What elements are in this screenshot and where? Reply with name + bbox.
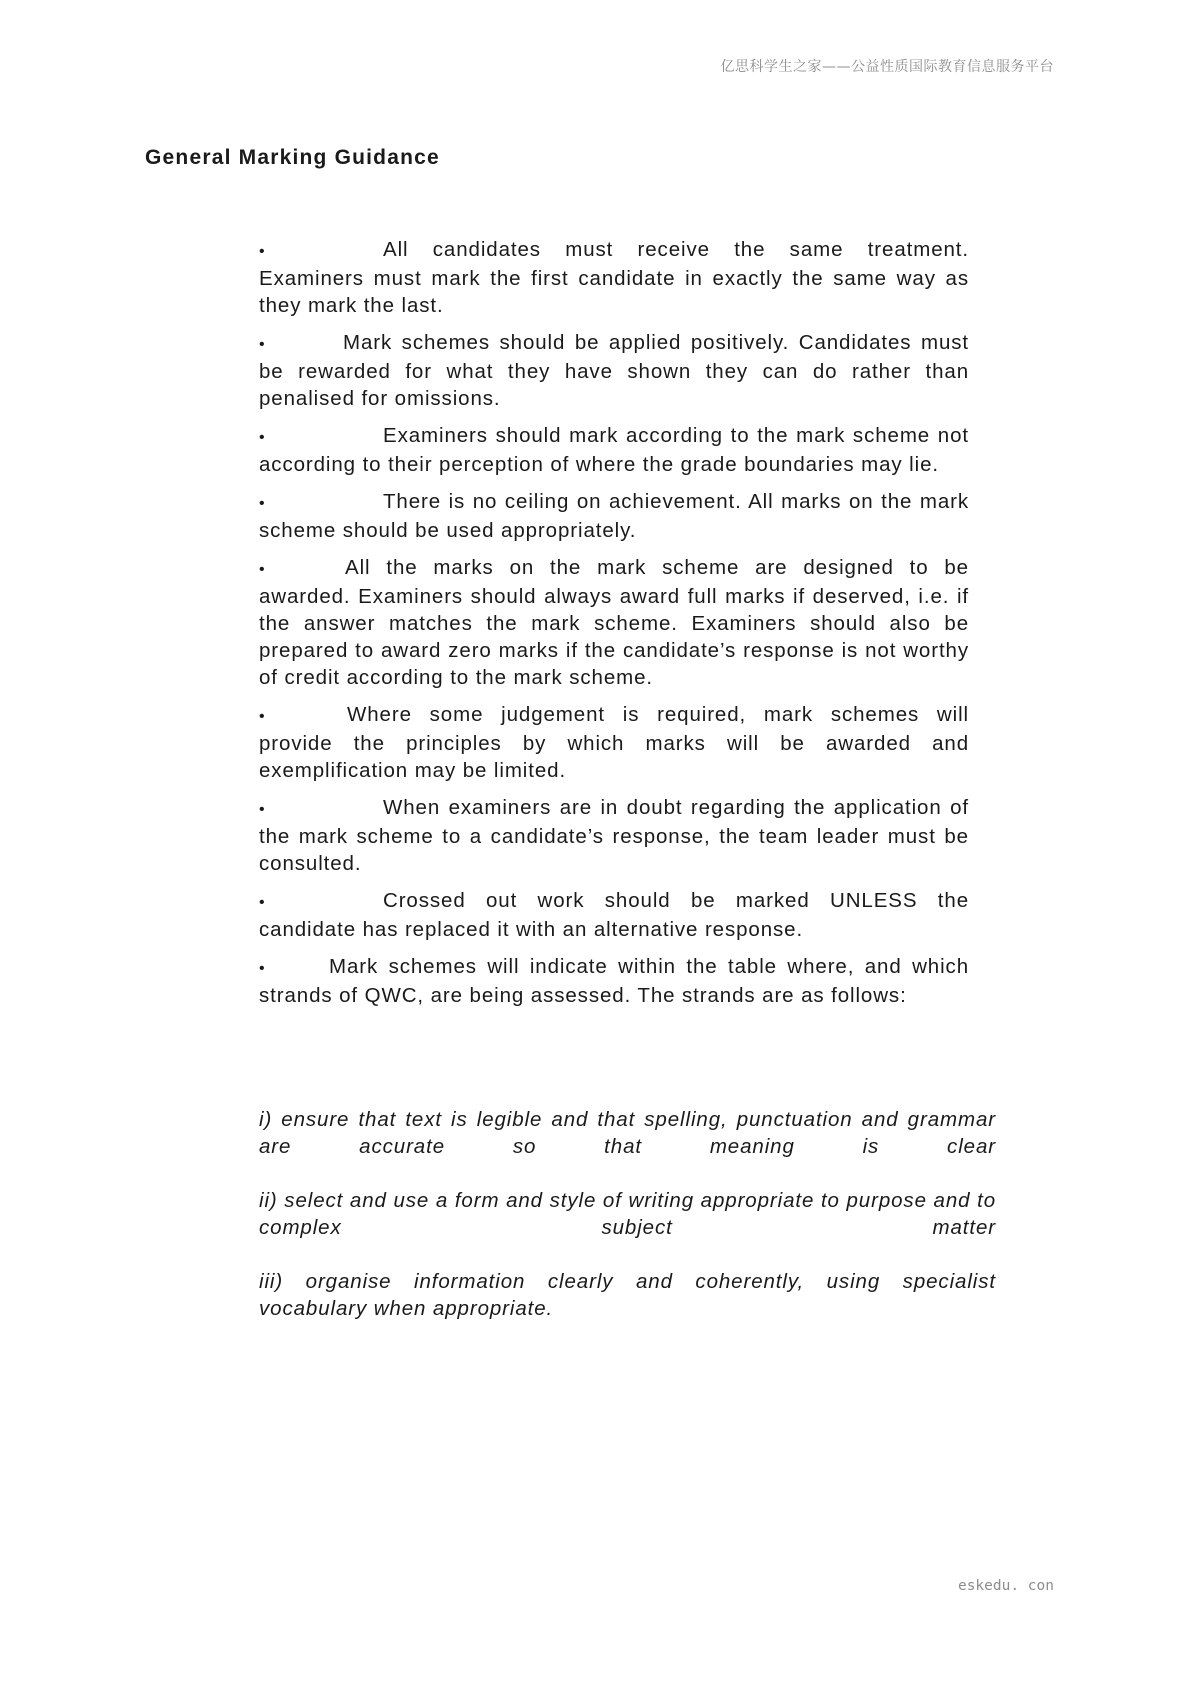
qwc-strands	[259, 1106, 996, 1349]
guidance-item	[259, 887, 969, 943]
guidance-text: All candidates must receive the same treatment. Examiners must mark the first candidate in exactly the same way as they mark the last.	[259, 238, 969, 317]
bullet-icon: •	[259, 243, 266, 260]
guidance-text: When examiners are in doubt regarding the application of the mark scheme to a candidate’s response, the team leader must be consulted.	[259, 796, 969, 875]
bullet-icon: •	[259, 708, 266, 725]
guidance-item	[259, 329, 969, 412]
guidance-item	[259, 488, 969, 544]
guidance-item	[259, 794, 969, 877]
bullet-icon: •	[259, 336, 266, 353]
header-watermark: 亿思科学生之家——公益性质国际教育信息服务平台	[720, 59, 1054, 75]
guidance-text: Mark schemes should be applied positively. Candidates must be rewarded for what they have shown they can do rather than penalised for omissions.	[259, 331, 969, 410]
bullet-icon: •	[259, 561, 266, 578]
bullet-icon: •	[259, 960, 266, 977]
bullet-icon: •	[259, 495, 266, 512]
qwc-strand: iii) organise information clearly and coherently, using specialist vocabulary when appropriate.	[259, 1270, 996, 1320]
footer-mark: eskedu. con	[957, 1578, 1054, 1594]
guidance-text: Where some judgement is required, mark schemes will provide the principles by which marks will be awarded and exemplification may be limited.	[259, 703, 969, 782]
guidance-item	[259, 554, 969, 691]
guidance-text: All the marks on the mark scheme are designed to be awarded. Examiners should always award full marks if deserved, i.e. if the answer matches the mark scheme. Examiners should also be prepared to award zero marks if the candidate’s response is not worthy of credit according to the mark scheme.	[259, 556, 969, 689]
bullet-icon: •	[259, 894, 266, 911]
qwc-strand: ii) select and use a form and style of writing appropriate to purpose and to complex subject matter	[259, 1189, 996, 1239]
guidance-list	[259, 236, 969, 1019]
guidance-item	[259, 701, 969, 784]
guidance-text: Examiners should mark according to the mark scheme not according to their perception of where the grade boundaries may lie.	[259, 424, 969, 476]
guidance-text: There is no ceiling on achievement. All marks on the mark scheme should be used appropriately.	[259, 490, 969, 542]
bullet-icon: •	[259, 801, 266, 818]
page-title: General Marking Guidance	[145, 146, 440, 169]
guidance-item	[259, 236, 969, 319]
qwc-strand: i) ensure that text is legible and that spelling, punctuation and grammar are accurate so that meaning is clear	[259, 1108, 996, 1158]
guidance-text: Crossed out work should be marked UNLESS the candidate has replaced it with an alternative response.	[259, 889, 969, 941]
guidance-item	[259, 953, 969, 1009]
bullet-icon: •	[259, 429, 266, 446]
guidance-text: Mark schemes will indicate within the table where, and which strands of QWC, are being assessed. The strands are as follows:	[259, 955, 969, 1007]
guidance-item	[259, 422, 969, 478]
